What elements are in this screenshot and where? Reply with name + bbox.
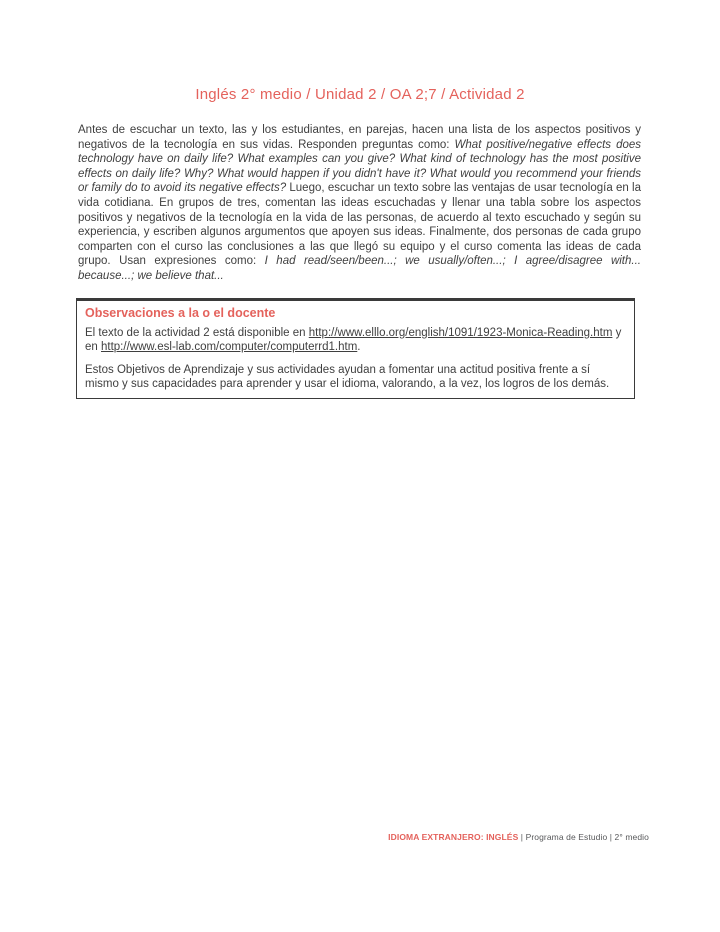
footer-subject-label: IDIOMA EXTRANJERO: INGLÉS <box>388 832 519 842</box>
text-segment: El texto de la actividad 2 está disponible en <box>85 326 309 339</box>
elllo-link[interactable]: http://www.elllo.org/english/1091/1923-Monica-Reading.htm <box>308 326 613 339</box>
text-segment: . <box>357 340 361 353</box>
observations-title: Observaciones a la o el docente <box>85 305 276 320</box>
page-footer <box>378 822 649 852</box>
page-title: Inglés 2° medio / Unidad 2 / OA 2;7 / Actividad 2 <box>195 86 525 103</box>
activity-description <box>78 123 641 284</box>
text-segment: Antes de escuchar un texto, las y los estudiantes, en parejas, hacen una lista de los aspectos positivos y negativos de la tecnología en sus vidas. Responden preguntas como: <box>78 124 641 151</box>
text-segment: y en <box>85 326 622 353</box>
objectives-note: Estos Objetivos de Aprendizaje y sus actividades ayudan a fomentar una actitud positiva frente a sí mismo y sus capacidades para aprender y usar el idioma, valorando, a la vez, los logros de los demás. <box>85 364 610 391</box>
esl-lab-link[interactable]: http://www.esl-lab.com/computer/computerrd1.htm <box>101 340 358 353</box>
teacher-observations-box <box>76 298 635 399</box>
text-segment: Luego, escuchar un texto sobre las ventajas de usar tecnología en la vida cotidiana. En grupos de tres, comentan las ideas escuchadas y llenar una tabla sobre los aspectos positivos y negativos de la tecnología en la vida de las personas, de acuerdo al texto escuchado y según su experiencia, y escriben algunos argumentos que apoyen sus ideas. Finalmente, dos personas de cada grupo comparten con el curso las conclusiones a las que llegó su equipo y el curso comenta las ideas de cada grupo. Usan expresiones como: <box>78 182 641 268</box>
availability-paragraph <box>85 326 626 354</box>
english-questions-segment: What positive/negative effects does technology have on daily life? What examples can you give? What kind of technology has the most positive effects on daily life? Why? What would happen if you didn't have it? What would you recommend your friends or family do to avoid its negative effects? <box>78 138 642 195</box>
english-expressions-segment: I had read/seen/been...; we usually/often...; I agree/disagree with... because...; we believe that... <box>78 255 641 282</box>
footer-program-label: | Programa de Estudio | 2° medio <box>518 832 649 842</box>
